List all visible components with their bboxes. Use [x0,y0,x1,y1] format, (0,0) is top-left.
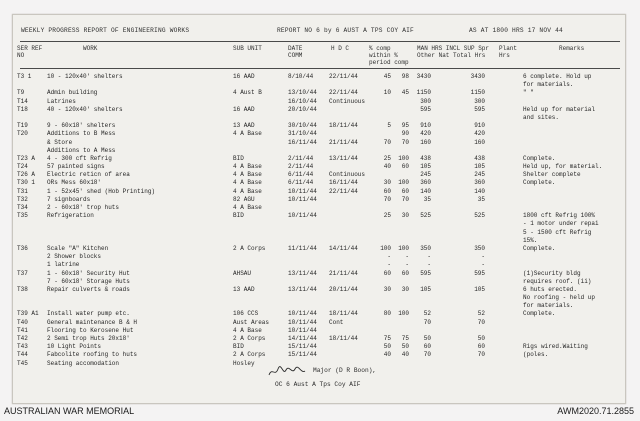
cell-tot: 3430 [470,73,485,80]
cell-tot: 420 [474,130,485,138]
cell-date: 10/11/44 [288,212,317,220]
cell-p1: 45 [383,73,391,80]
cell-tot: 60 [477,343,485,351]
cell-unit: 4 A Base [233,187,262,195]
cell-hdc: 18/11/44 [329,310,358,318]
cell-p2: 40 [401,351,409,359]
table-row [13,335,625,343]
cell-tot: 525 [474,212,485,220]
cell-spr: 105 [420,163,431,171]
cell-unit: 4 A Base [233,204,262,211]
col-date: DATE COMM [288,45,303,59]
cell-rem: Complete. [523,310,556,318]
table-row [13,155,625,163]
col-unit: SUB UNIT [233,45,262,52]
table-row [13,327,625,335]
cell-unit: 13 AAD [233,122,255,130]
cell-date: 10/11/44 [288,310,317,318]
cell-serial: T44 [17,351,28,359]
signature-scribble [267,365,307,379]
table-row [13,245,625,253]
cell-hdc: Cont [329,318,344,326]
cell-hdc: 21/11/44 [329,138,358,146]
cell-work: 9 - 60x18' shelters [47,122,116,130]
cell-unit: BID [233,343,244,351]
cell-p2: 30 [401,285,409,293]
col-hdc: H D C [331,45,350,52]
cell-tot: 140 [474,187,485,195]
cell-hdc: Continuous [329,97,366,105]
cell-date: 13/11/44 [288,285,317,293]
cell-serial: T39 A1 [17,310,39,318]
cell-rem: 5 - 1500 cft Refrig [523,228,592,236]
archive-credit: AUSTRALIAN WAR MEMORIAL [4,406,135,416]
table-row [13,147,625,155]
signature-name: Major (D R Boon), [313,367,377,374]
cell-tot: 438 [474,154,485,162]
cell-p2: 100 [398,154,409,162]
table-row [13,220,625,228]
cell-hdc: 13/11/44 [329,154,358,162]
cell-rem: Rigs wired.Waiting [523,343,588,351]
cell-tot: 35 [477,195,485,203]
cell-tot: 245 [474,171,485,179]
cell-hdc: 21/11/44 [329,269,358,277]
cell-rem: Complete. [523,179,556,187]
table-row [13,81,625,89]
cell-work: Additions to A Mess [47,146,116,154]
cell-work: Scale "A" Kitchen [47,244,109,252]
cell-serial: T43 [17,343,28,351]
cell-spr: 50 [423,335,431,342]
cell-p1: - [387,253,391,261]
cell-work: ORs Mess 60x18' [47,179,102,187]
table-row [13,229,625,237]
table-row [13,204,625,212]
table-row [13,253,625,261]
cell-p2: 100 [398,310,409,318]
cell-rem: (poles. [523,351,549,359]
cell-spr: 350 [420,244,431,252]
cell-rem: 15%. [523,236,538,244]
works-table [13,73,625,368]
cell-tot: 1150 [470,89,485,97]
cell-hdc: 20/11/44 [329,285,358,293]
cell-date: 10/11/44 [288,187,317,195]
cell-tot: 50 [477,335,485,342]
cell-p2: 60 [401,163,409,171]
cell-serial: T24 [17,163,28,171]
cell-spr: 910 [420,122,431,130]
cell-serial: T32 [17,195,28,203]
cell-spr: 70 [423,318,431,326]
table-row [13,73,625,81]
cell-p2: 100 [398,179,409,187]
cell-unit: 2 A Corps [233,351,266,359]
cell-hdc: 18/11/44 [329,122,358,130]
cell-date: 6/11/44 [288,179,314,187]
cell-date: 13/11/44 [288,269,317,277]
cell-p2: - [405,253,409,261]
table-row [13,310,625,318]
cell-tot: 160 [474,138,485,146]
cell-tot: 595 [474,269,485,277]
cell-serial: T20 [17,130,28,138]
cell-tot: 105 [474,285,485,293]
table-row [13,343,625,351]
cell-tot: 595 [474,105,485,113]
cell-serial: T35 [17,212,28,220]
cell-date: 10/11/44 [288,318,317,326]
cell-spr: 595 [420,269,431,277]
cell-date: 2/11/44 [288,154,314,162]
cell-rem: Complete. [523,244,556,252]
table-row [13,212,625,220]
cell-work: 1 - 60x18' Security Hut [47,269,130,277]
cell-spr: 105 [420,285,431,293]
cell-p1: 25 [383,154,391,162]
col-remarks: Remarks [559,45,585,52]
cell-spr: 35 [423,195,431,203]
table-row [13,122,625,130]
col-pct: % comp within % period comp [369,45,409,66]
cell-unit: 16 AAD [233,105,255,113]
cell-p1: 5 [387,122,391,130]
cell-p1: 30 [383,179,391,187]
cell-date: 2/11/44 [288,163,314,171]
cell-unit: AHSAU [233,269,252,277]
cell-rem: 6 complete. Hold up [523,73,592,80]
cell-rem: Shelter complete [523,171,581,179]
table-row [13,261,625,269]
cell-unit: 4 A Base [233,171,262,179]
cell-p2: 45 [401,89,409,97]
table-row [13,98,625,106]
cell-tot: 910 [474,122,485,130]
col-manhrs: MAN HRS INCL SUP Spr Other Nat Total Hrs [417,45,490,59]
cell-serial: T34 [17,204,28,211]
cell-unit: 13 AAD [233,285,255,293]
cell-unit: 4 A Base [233,130,262,138]
cell-work: Electric reticn of area [47,171,130,179]
cell-spr: 525 [420,212,431,220]
cell-spr: 52 [423,310,431,318]
cell-serial: T14 [17,97,28,105]
document-header [13,27,625,37]
cell-unit: BID [233,212,244,220]
cell-work: Repair culverts & roads [47,285,130,293]
cell-spr: 1150 [416,89,431,97]
cell-spr: 245 [420,171,431,179]
cell-p1: 25 [383,212,391,220]
cell-rem: 1800 cft Refrig 100% [523,212,596,220]
cell-work: 40 - 120x40' shelters [47,105,123,113]
cell-p1: 40 [383,163,391,171]
cell-unit: 82 AGU [233,195,255,203]
cell-p2: 30 [401,212,409,220]
cell-p1: 40 [383,351,391,359]
header-rule-top [20,41,620,42]
cell-p2: 60 [401,269,409,277]
table-row [13,89,625,97]
cell-serial: T23 A [17,154,36,162]
cell-tot: 70 [477,318,485,326]
cell-date: 10/11/44 [288,326,317,334]
cell-rem: for materials. [523,302,574,310]
cell-spr: 3430 [416,73,431,80]
cell-p1: - [387,261,391,269]
cell-p2: 70 [401,138,409,146]
table-row [13,302,625,310]
cell-p2: 75 [401,335,409,342]
table-row [13,351,625,359]
cell-hdc: 22/11/44 [329,73,358,80]
cell-unit: 2 A Corps [233,335,266,342]
cell-serial: T9 [17,89,25,97]
cell-hdc: 22/11/44 [329,89,358,97]
cell-work: 7 - 60x18' Storage Huts [47,277,130,285]
cell-p2: 98 [401,73,409,80]
cell-work: 2 Semi trop Huts 20x18' [47,335,130,342]
cell-unit: Hosley [233,359,255,367]
col-work: WORK [83,45,98,52]
table-row [13,319,625,327]
table-row [13,270,625,278]
cell-p1: 50 [383,343,391,351]
cell-unit: 4 A Base [233,326,262,334]
cell-p1: 60 [383,269,391,277]
signature-unit: OC 6 Aust A Tps Coy AIF [275,381,361,388]
cell-work: Install water pump etc. [47,310,130,318]
cell-work: 1 - 52x45' shed (Hob Printing) [47,187,156,195]
cell-spr: 140 [420,187,431,195]
cell-serial: T37 [17,269,28,277]
cell-hdc: 16/11/44 [329,179,358,187]
cell-date: 16/11/44 [288,138,317,146]
cell-date: 16/10/44 [288,97,317,105]
cell-serial: T26 A [17,171,36,179]
cell-p2: - [405,261,409,269]
table-row [13,171,625,179]
table-row [13,188,625,196]
cell-date: 10/11/44 [288,195,317,203]
cell-tot: 300 [474,97,485,105]
cell-p2: 95 [401,122,409,130]
cell-spr: - [427,261,431,269]
cell-spr: 70 [423,351,431,359]
cell-hdc: Continuous [329,171,366,179]
table-row [13,179,625,187]
cell-work: Additions to B Mess [47,130,116,138]
archive-accession: AWM2020.71.2855 [557,406,634,416]
cell-work: 2 - 60x18' trop huts [47,204,120,211]
cell-rem: (1)Security bldg [523,269,581,277]
cell-date: 6/11/44 [288,171,314,179]
col-serial: SER REF NO [17,45,43,59]
cell-work: 10 - 120x40' shelters [47,73,123,80]
cell-work: Refrigeration [47,212,94,220]
cell-serial: T38 [17,285,28,293]
table-row [13,139,625,147]
cell-work: 2 Shower blocks [47,253,102,261]
cell-rem: and sites. [523,113,560,121]
report-number: REPORT NO 6 by 6 AUST A TPS COY AIF [277,27,414,34]
cell-spr: 160 [420,138,431,146]
cell-serial: T36 [17,244,28,252]
cell-unit: 16 AAD [233,73,255,80]
cell-unit: 2 A Corps [233,244,266,252]
cell-work: Fabcolite roofing to huts [47,351,138,359]
cell-date: 14/11/44 [288,335,317,342]
cell-date: 15/11/44 [288,351,317,359]
cell-date: 8/10/44 [288,73,314,80]
table-row [13,237,625,245]
cell-hdc: 22/11/44 [329,187,358,195]
cell-tot: - [481,261,485,269]
cell-rem: Held up, for material. [523,163,603,171]
cell-work: Seating accomodation [47,359,120,367]
cell-spr: - [427,253,431,261]
table-row [13,130,625,138]
table-row [13,196,625,204]
cell-hdc: 18/11/44 [329,335,358,342]
table-row [13,163,625,171]
cell-rem: Complete. [523,154,556,162]
cell-p1: 70 [383,138,391,146]
cell-unit: Aust Areas [233,318,270,326]
cell-serial: T31 [17,187,28,195]
cell-tot: 105 [474,163,485,171]
cell-work: Latrines [47,97,76,105]
cell-serial: T3 1 [17,73,32,80]
cell-p1: 100 [380,244,391,252]
cell-work: 1 latrine [47,261,80,269]
cell-serial: T42 [17,335,28,342]
cell-serial: T19 [17,122,28,130]
cell-p1: 70 [383,195,391,203]
cell-tot: 70 [477,351,485,359]
cell-date: 15/11/44 [288,343,317,351]
cell-work: Admin building [47,89,98,97]
cell-tot: 350 [474,244,485,252]
cell-date: 13/10/44 [288,89,317,97]
cell-serial: T40 [17,318,28,326]
cell-spr: 595 [420,105,431,113]
table-row [13,114,625,122]
report-date: AS AT 1800 HRS 17 NOV 44 [469,27,563,34]
cell-rem: - 1 motor under repai [523,220,599,228]
cell-date: 31/10/44 [288,130,317,138]
cell-spr: 60 [423,343,431,351]
header-rule-bottom [20,68,620,69]
cell-work: & Store [47,138,73,146]
cell-p2: 70 [401,195,409,203]
cell-rem: " " [523,89,534,97]
cell-unit: 4 A Base [233,163,262,171]
cell-serial: T45 [17,359,28,367]
cell-work: 10 Light Points [47,343,102,351]
cell-rem: No roofing - held up [523,294,596,302]
cell-p1: 10 [383,89,391,97]
cell-spr: 420 [420,130,431,138]
table-row [13,286,625,294]
cell-p2: 60 [401,187,409,195]
cell-serial: T30 1 [17,179,36,187]
cell-date: 30/10/44 [288,122,317,130]
cell-serial: T41 [17,326,28,334]
cell-date: 20/10/44 [288,105,317,113]
cell-unit: 106 CCS [233,310,259,318]
table-row [13,106,625,114]
cell-p1: 80 [383,310,391,318]
cell-spr: 360 [420,179,431,187]
cell-work: Flooring to Kerosene Hut [47,326,134,334]
cell-rem: 6 huts erected. [523,285,578,293]
cell-spr: 300 [420,97,431,105]
cell-date: 11/11/44 [288,244,317,252]
table-row [13,278,625,286]
cell-tot: 52 [477,310,485,318]
cell-spr: 438 [420,154,431,162]
cell-unit: BID [233,154,244,162]
cell-p1: 30 [383,285,391,293]
cell-rem: requires roof. (ii) [523,277,592,285]
cell-work: 4 - 300 cft Refrig [47,154,112,162]
cell-p2: 100 [398,244,409,252]
cell-tot: 360 [474,179,485,187]
cell-tot: - [481,253,485,261]
cell-unit: 4 Aust B [233,89,262,97]
cell-unit: 4 A Base [233,179,262,187]
cell-rem: for materials. [523,81,574,89]
cell-work: 7 signboards [47,195,91,203]
cell-p1: 60 [383,187,391,195]
cell-p1: 75 [383,335,391,342]
cell-hdc: 14/11/44 [329,244,358,252]
cell-work: 57 painted signs [47,163,105,171]
cell-work: General maintenance B & H [47,318,138,326]
cell-p2: 50 [401,343,409,351]
document-page [12,14,626,404]
table-row [13,294,625,302]
cell-p2: 90 [401,130,409,138]
cell-serial: T18 [17,105,28,113]
col-plant: Plant Hrs [499,45,518,59]
cell-rem: Held up for material [523,105,596,113]
column-headers [13,45,625,65]
report-title: WEEKLY PROGRESS REPORT OF ENGINEERING WORKS [21,27,190,34]
